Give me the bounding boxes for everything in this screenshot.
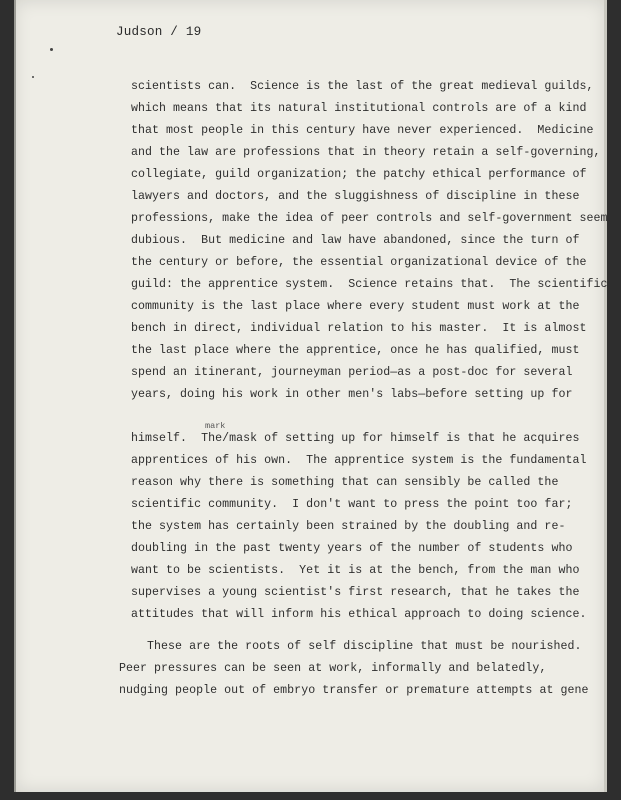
page-left-edge — [14, 0, 16, 792]
ink-speck — [50, 48, 53, 51]
text-line: guild: the apprentice system. Science retains that. The scientific — [131, 278, 608, 291]
text-line: spend an itinerant, journeyman period—as a post-doc for several — [131, 366, 573, 379]
text-line: collegiate, guild organization; the patchy ethical performance of — [131, 168, 587, 181]
text-line: Peer pressures can be seen at work, informally and belatedly, — [119, 662, 547, 675]
page-right-edge — [604, 0, 607, 792]
text-line: and the law are professions that in theory retain a self-governing, — [131, 146, 601, 159]
text-line: dubious. But medicine and law have abandoned, since the turn of — [131, 234, 580, 247]
text-line: bench in direct, individual relation to his master. It is almost — [131, 322, 587, 335]
text-line: the system has certainly been strained by the doubling and re- — [131, 520, 566, 533]
text-line: scientific community. I don't want to press the point too far; — [131, 498, 573, 511]
text-line: supervises a young scientist's first research, that he takes the — [131, 586, 580, 599]
handwritten-insertion: mark — [205, 421, 226, 431]
text-line: professions, make the idea of peer controls and self-government seem — [131, 212, 608, 225]
text-line: want to be scientists. Yet it is at the bench, from the man who — [131, 564, 580, 577]
text-line: community is the last place where every student must work at the — [131, 300, 580, 313]
text-line: the century or before, the essential organizational device of the — [131, 256, 587, 269]
ink-speck — [32, 76, 34, 78]
text-line: attitudes that will inform his ethical approach to doing science. — [131, 608, 587, 621]
text-line: the last place where the apprentice, once he has qualified, must — [131, 344, 580, 357]
text-line: These are the roots of self discipline that must be nourished. — [119, 640, 582, 653]
text-line: himself. The/mask of setting up for himself is that he acquires — [131, 432, 580, 445]
text-line: lawyers and doctors, and the sluggishness of discipline in these — [131, 190, 580, 203]
text-line: apprentices of his own. The apprentice system is the fundamental — [131, 454, 587, 467]
text-line: which means that its natural institutional controls are of a kind — [131, 102, 587, 115]
page-header: Judson / 19 — [116, 25, 202, 39]
text-line: doubling in the past twenty years of the number of students who — [131, 542, 573, 555]
text-line: nudging people out of embryo transfer or premature attempts at gene — [119, 684, 589, 697]
text-line: scientists can. Science is the last of the great medieval guilds, — [131, 80, 594, 93]
text-line: reason why there is something that can sensibly be called the — [131, 476, 559, 489]
text-line: that most people in this century have never experienced. Medicine — [131, 124, 594, 137]
text-line: years, doing his work in other men's labs—before setting up for — [131, 388, 573, 401]
